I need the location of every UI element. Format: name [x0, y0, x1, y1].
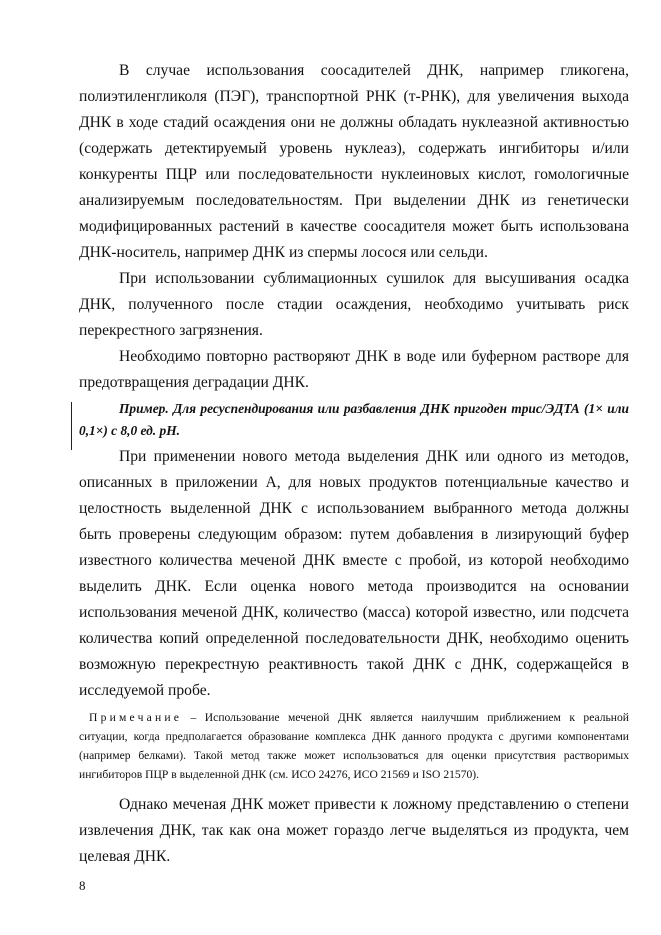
note: [79, 708, 629, 784]
paragraph-coprecipitants: В случае использования соосадителей ДНК, например гликогена, полиэтиленгликоля (ПЭГ), транспортной РНК (т-РНК), для увеличения выхода ДНК в ходе стадий осаждения они не должны обладать нуклеазной активностью (содержать детектируемый уровень нуклеаз), содержать ингибиторы и/или конкуренты ПЦР или последовательности нуклеиновых кислот, гомологичные анализируемым последовательностям. При выделении ДНК из генетически модифицированных растений в качестве соосадителя может быть использована ДНК-носитель, например ДНК из спермы лосося или сельди.: [79, 62, 629, 261]
paragraph-redissolve: Необходимо повторно растворяют ДНК в воде или буферном растворе для предотвращения деградации ДНК.: [79, 348, 629, 391]
revision-bar: [71, 402, 72, 450]
note-text: Использование меченой ДНК является наилучшим приближением к реальной ситуации, когда предполагается образование комплекса ДНК данного продукта с другими компонентами (например белками). Такой метод также может использоваться для оценки присутствия растворимых ингибиторов ПЦР в выделенной ДНК (см. ИСО 24276, ИСО 21569 и ISO 21570).: [79, 711, 630, 781]
example-text: Пример. Для ресуспендирования или разбавления ДНК пригоден трис/ЭДТА (1× или 0,1×) с 8,0 ед. рН.: [79, 401, 629, 438]
page-number: 8: [79, 878, 86, 893]
example-block: [79, 398, 629, 442]
note-dash: –: [182, 711, 205, 724]
paragraph-freeze-dryers: При использовании сублимационных сушилок для высушивания осадка ДНК, полученного после стадии осаждения, необходимо учитывать риск перекрестного загрязнения.: [79, 270, 629, 339]
note-label: Примечание: [89, 711, 183, 724]
paragraph-new-method: При применении нового метода выделения ДНК или одного из методов, описанных в приложении А, для новых продуктов потенциальные качество и целостность выделенной ДНК с использованием выбранного метода должны быть проверены следующим образом: путем добавления в лизирующий буфер известного количества меченой ДНК вместе с пробой, из которой необходимо выделить ДНК. Если оценка нового метода производится на основании использования меченой ДНК, количество (масса) которой известно, или подсчета количества копий определенной последовательности ДНК, необходимо оценить возможную перекрестную реактивность такой ДНК с ДНК, содержащейся в исследуемой пробе.: [79, 448, 629, 699]
paragraph-labelled-dna: Однако меченая ДНК может привести к ложному представлению о степени извлечения ДНК, так как она может гораздо легче выделяться из продукта, чем целевая ДНК.: [79, 796, 629, 865]
page-body: [79, 58, 629, 870]
